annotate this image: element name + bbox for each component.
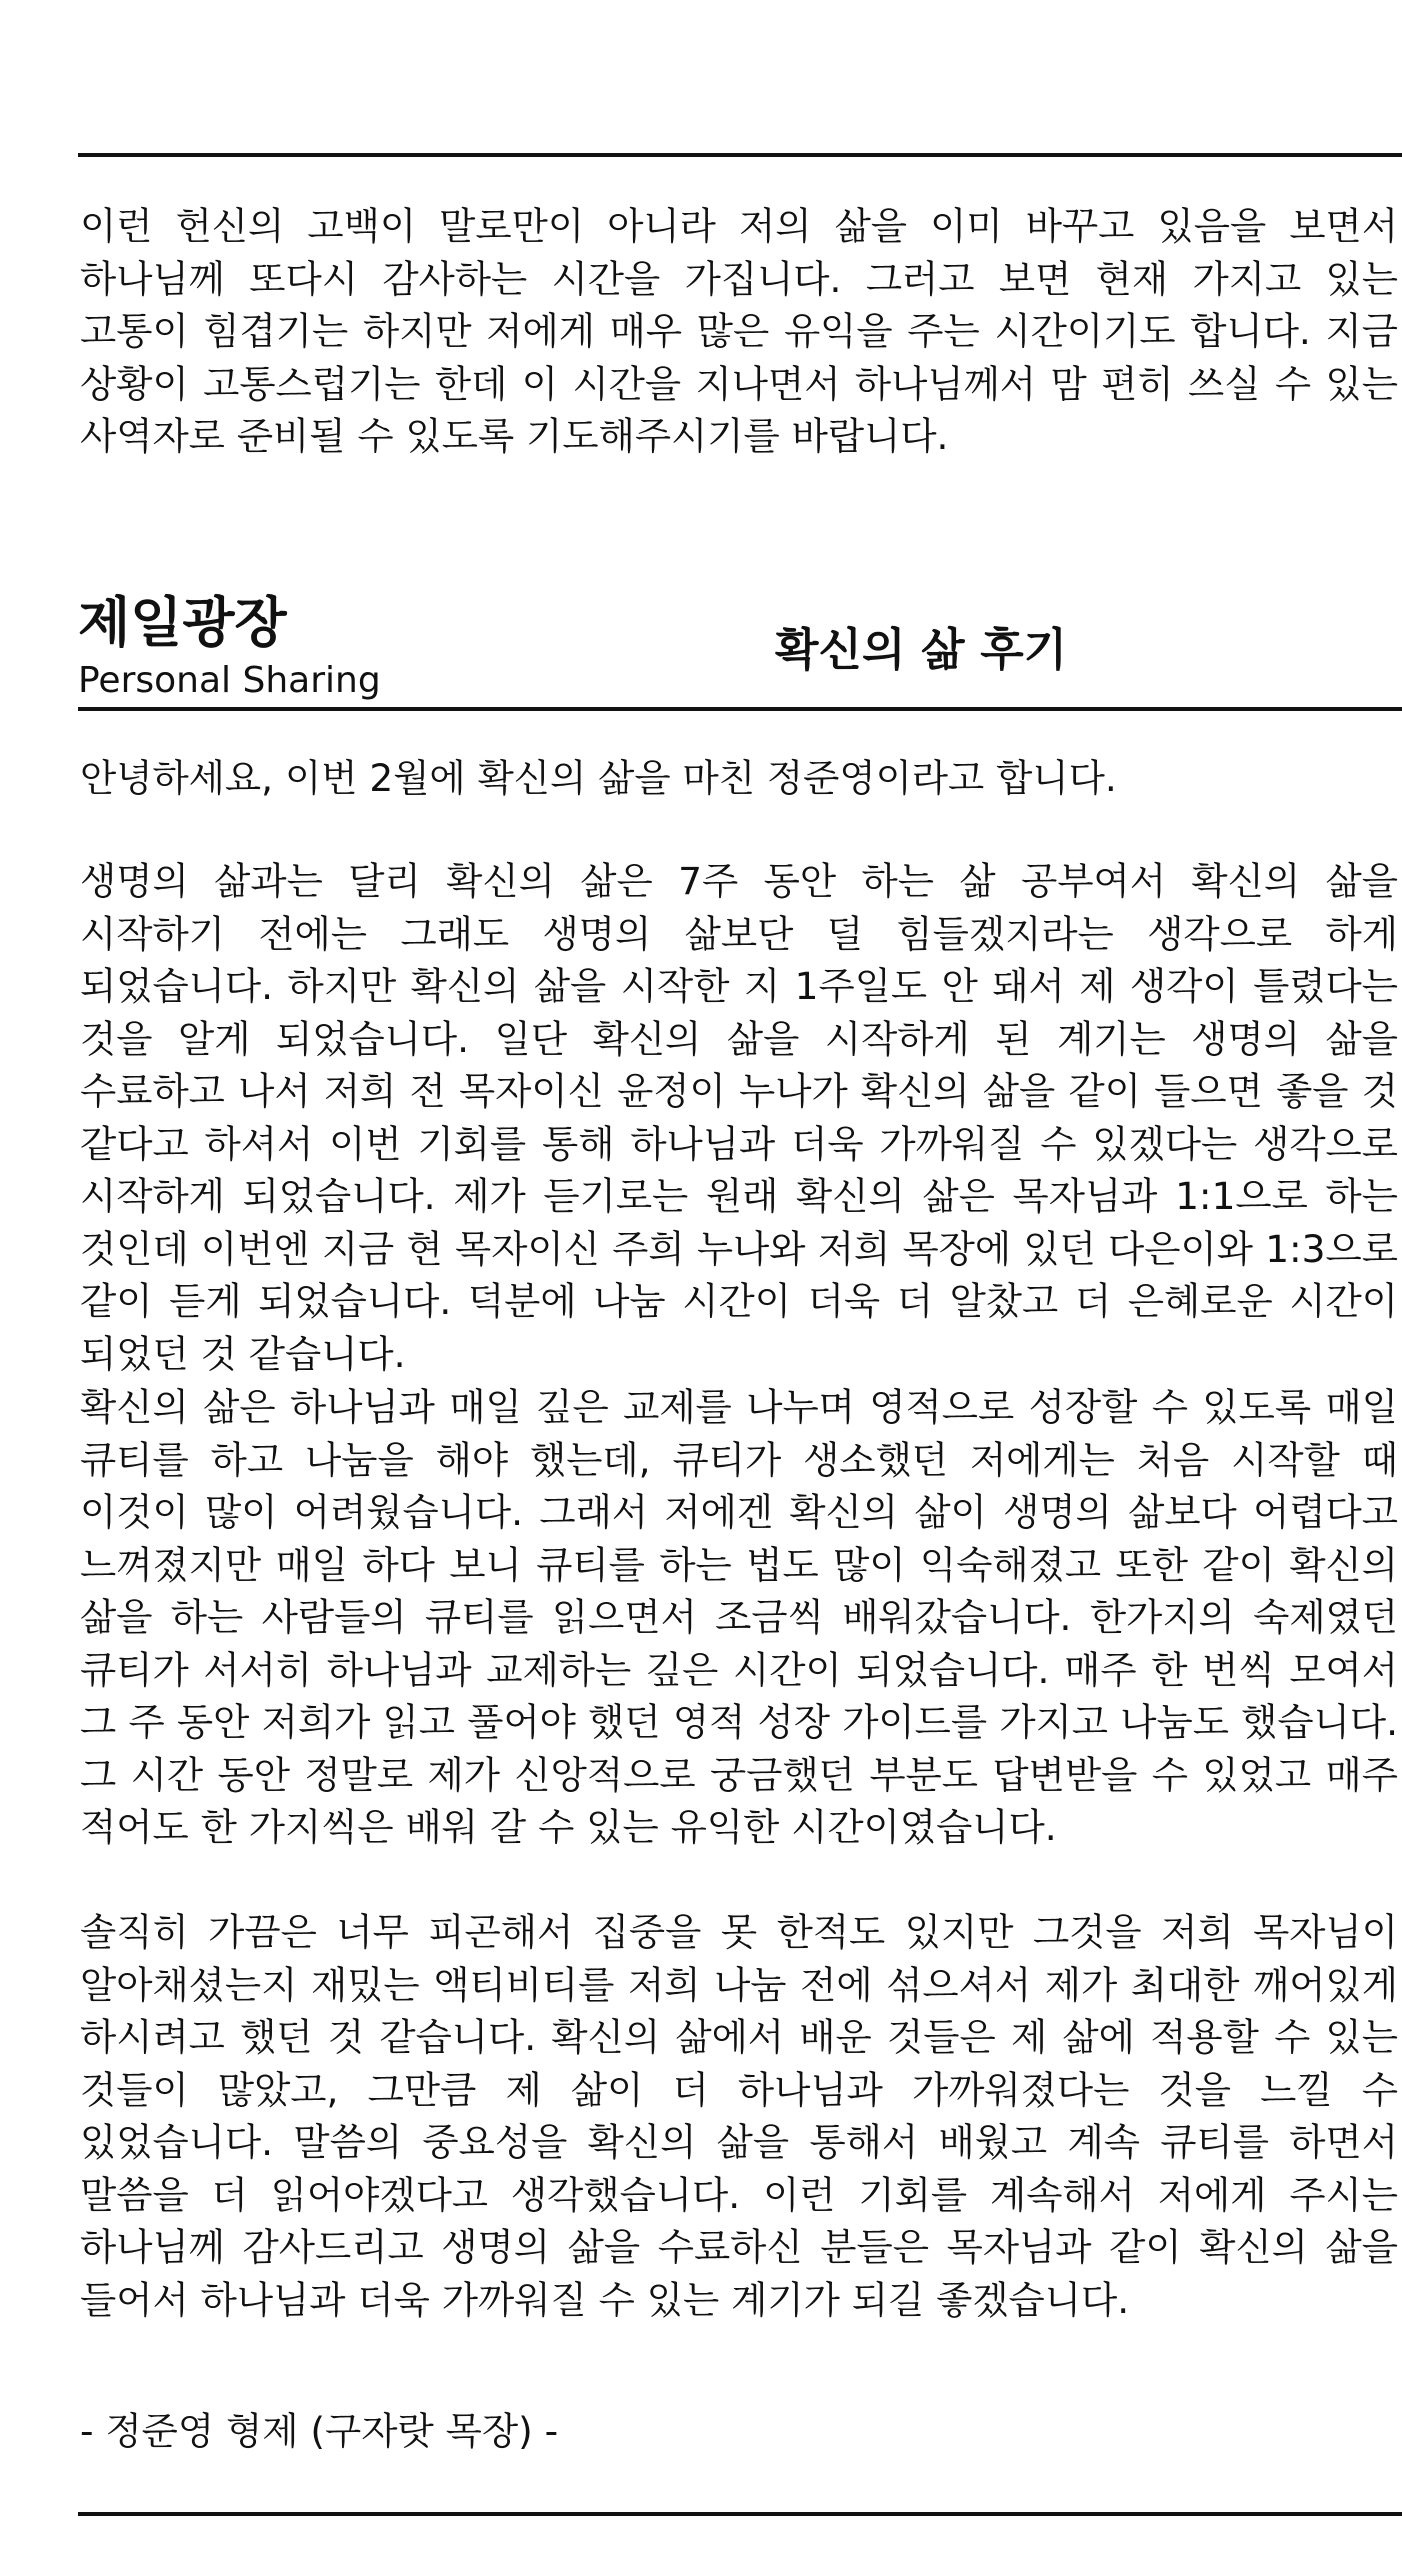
paragraph-greeting: 안녕하세요, 이번 2월에 확신의 삶을 마친 정준영이라고 합니다. — [80, 756, 1117, 800]
article-heading: 확신의 삶 후기 — [775, 623, 1068, 676]
section-divider — [78, 707, 1402, 711]
paragraph-body: 솔직히 가끔은 너무 피곤해서 집중을 못 한적도 있지만 그것을 저희 목자님이 알아채셨는지 재밌는 액티비티를 저희 나눔 전에 섞으셔서 제가 최대한 깨어있게 하시려고 했던 것 같습니다. 확신의 삶에서 배운 것들은 제 삶에 적용할 수 있는 것들이 많았고, 그만큼 제 삶이 더 하나님과 가까워졌다는 것을 느낄 수 있었습니다. 말씀의 중요성을 확신의 삶을 통해서 배웠고 계속 큐티를 하면서 말씀을 더 읽어야겠다고 생각했습니다. 이런 기회를 계속해서 저에게 주시는 하나님께 감사드리고 생명의 삶을 수료하신 분들은 목자님과 같이 확신의 삶을 들어서 하나님과 더욱 가까워질 수 있는 계기가 되길 좋겠습니다. — [80, 1910, 1398, 2322]
top-divider — [78, 153, 1402, 157]
paragraph-body: 확신의 삶은 하나님과 매일 깊은 교제를 나누며 영적으로 성장할 수 있도록 매일 큐티를 하고 나눔을 해야 했는데, 큐티가 생소했던 저에게는 처음 시작할 때 이것이 많이 어려웠습니다. 그래서 저에겐 확신의 삶이 생명의 삶보다 어렵다고 느껴졌지만 매일 하다 보니 큐티를 하는 법도 많이 익숙해졌고 또한 같이 확신의 삶을 하는 사람들의 큐티를 읽으면서 조금씩 배워갔습니다. 한가지의 숙제였던 큐티가 서서히 하나님과 교제하는 깊은 시간이 되었습니다. 매주 한 번씩 모여서 그 주 동안 저희가 읽고 풀어야 했던 영적 성장 가이드를 가지고 나눔도 했습니다. 그 시간 동안 정말로 제가 신앙적으로 궁금했던 부분도 답변받을 수 있었고 매주 적어도 한 가지씩은 배워 갈 수 있는 유익한 시간이였습니다. — [80, 1385, 1398, 1849]
section-subtitle: Personal Sharing — [78, 660, 381, 701]
paragraph-body: 생명의 삶과는 달리 확신의 삶은 7주 동안 하는 삶 공부여서 확신의 삶을 시작하기 전에는 그래도 생명의 삶보단 덜 힘들겠지라는 생각으로 하게 되었습니다. 하지만 확신의 삶을 시작한 지 1주일도 안 돼서 제 생각이 틀렸다는 것을 알게 되었습니다. 일단 확신의 삶을 시작하게 된 계기는 생명의 삶을 수료하고 나서 저희 전 목자이신 윤정이 누나가 확신의 삶을 같이 들으면 좋을 것 같다고 하셔서 이번 기회를 통해 하나님과 더욱 가까워질 수 있겠다는 생각으로 시작하게 되었습니다. 제가 듣기로는 원래 확신의 삶은 목자님과 1:1으로 하는 것인데 이번엔 지금 현 목자이신 주희 누나와 저희 목장에 있던 다은이와 1:3으로 같이 듣게 되었습니다. 덕분에 나눔 시간이 더욱 더 알찼고 더 은혜로운 시간이 되었던 것 같습니다. — [80, 859, 1398, 1376]
author-signature: - 정준영 형제 (구자랏 목장) - — [80, 2409, 559, 2453]
section-title: 제일광장 — [78, 591, 287, 654]
bottom-divider — [78, 2512, 1402, 2516]
intro-paragraph: 이런 헌신의 고백이 말로만이 아니라 저의 삶을 이미 바꾸고 있음을 보면서 하나님께 또다시 감사하는 시간을 가집니다. 그러고 보면 현재 가지고 있는 고통이 힘겹기는 하지만 저에게 매우 많은 유익을 주는 시간이기도 합니다. 지금 상황이 고통스럽기는 한데 이 시간을 지나면서 하나님께서 맘 편히 쓰실 수 있는 사역자로 준비될 수 있도록 기도해주시기를 바랍니다. — [80, 204, 1398, 458]
